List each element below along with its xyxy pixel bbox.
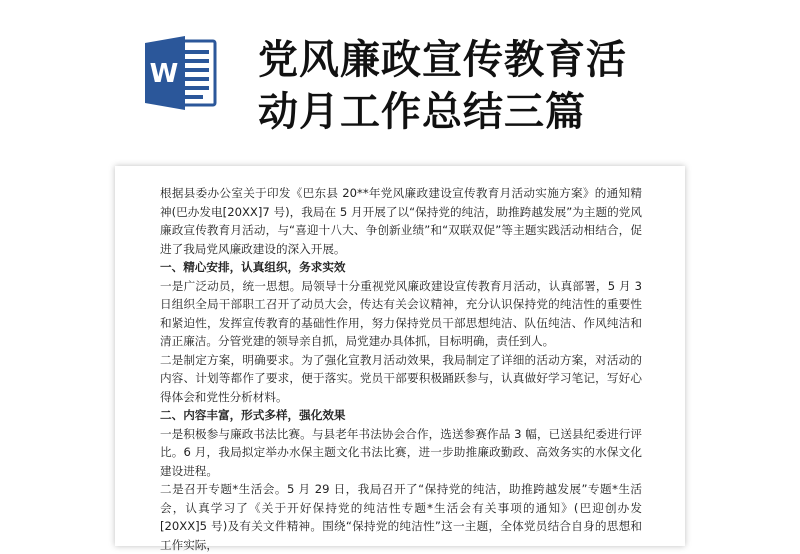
document-body — [160, 184, 642, 554]
paragraph: 根据县委办公室关于印发《巴东县 20**年党风廉政建设宣传教育月活动实施方案》的通知精神(巴办发电[20XX]7 号)，我局在 5 月开展了以“保持党的纯洁，助推跨越发展”为主题的党风廉政宣传教育月活动，与“喜迎十八大、争创新业绩”和“双联双促”等主题实践活动相结合，促进了我局党风廉政建设的深入开展。 — [160, 186, 642, 256]
paragraph: 一是广泛动员，统一思想。局领导十分重视党风廉政建设宣传教育月活动，认真部署，5 月 3 日组织全局干部职工召开了动员大会，传达有关会议精神，充分认识保持党的纯洁性的重要性和紧迫性，发挥宣传教育的基础性作用，努力保持党员干部思想纯洁、队伍纯洁、作风纯洁和清正廉洁。分管党建的领导亲自抓，局党建办具体抓，目标明确，责任到人。 — [160, 278, 642, 348]
paragraph: 二是召开专题*生活会。5 月 29 日，我局召开了“保持党的纯洁，助推跨越发展”专题*生活会，认真学习了《关于开好保持党的纯洁性专题*生活会有关事项的通知》(巴迎创办发[20XX]5 号)及有关文件精神。围绕“保持党的纯洁性”这一主题，全体党员结合自身的思想和工作实际， — [160, 482, 642, 552]
paragraph: 二是制定方案，明确要求。为了强化宣教月活动效果，我局制定了详细的活动方案，对活动的内容、计划等都作了要求，便于落实。党员干部要积极踊跃参与，认真做好学习笔记，写好心得体会和党性分析材料。 — [160, 352, 642, 404]
page-title — [258, 34, 778, 138]
title-line-1: 党风廉政宣传教育活 — [258, 37, 627, 83]
word-icon-letter: W — [149, 59, 179, 89]
word-document-icon — [143, 33, 217, 113]
section-heading: 二、内容丰富，形式多样，强化效果 — [160, 408, 346, 422]
paragraph: 一是积极参与廉政书法比赛。与县老年书法协会合作，选送参赛作品 3 幅，已送县纪委进行评比。6 月，我局拟定举办水保主题文化书法比赛，进一步助推廉政勤政、高效务实的水保文化建设进程。 — [160, 426, 642, 478]
header — [0, 0, 800, 150]
title-line-2: 动月工作总结三篇 — [258, 89, 586, 135]
section-heading: 一、精心安排，认真组织，务求实效 — [160, 260, 346, 274]
document-page — [115, 166, 685, 552]
